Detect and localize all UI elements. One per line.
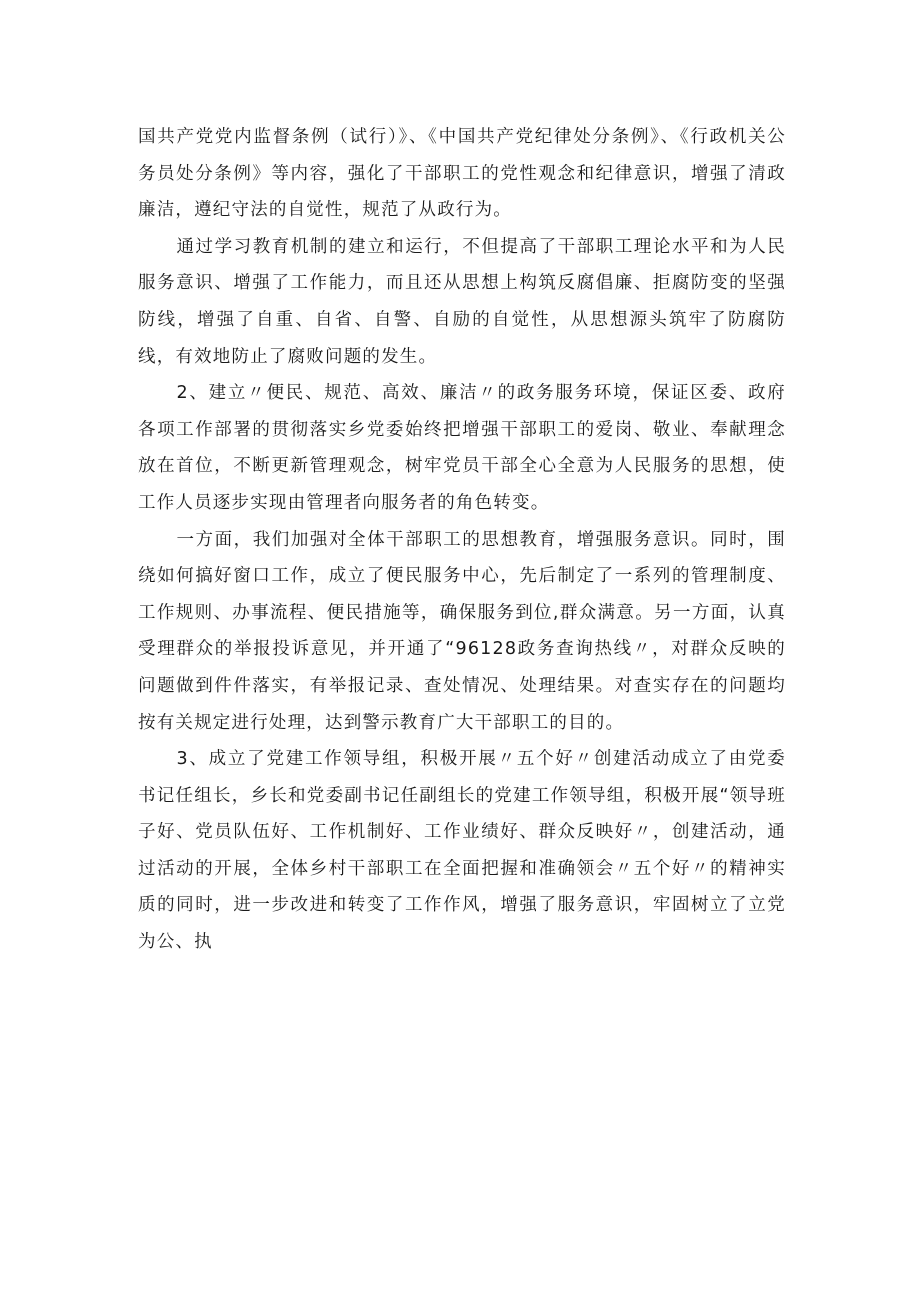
document-body xyxy=(138,119,786,961)
paragraph-4: 一方面，我们加强对全体干部职工的思想教育，增强服务意识。同时，围绕如何搞好窗口工作，成立了便民服务中心，先后制定了一系列的管理制度、工作规则、办事流程、便民措施等，确保服务到位,群众满意。另一方面，认真受理群众的举报投诉意见，并开通了“96128政务查询热线〃，对群众反映的问题做到件件落实，有举报记录、查处情况、处理结果。对查实存在的问题均按有关规定进行处理，达到警示教育广大干部职工的目的。 xyxy=(138,529,786,733)
paragraph-5: 3、成立了党建工作领导组，积极开展〃五个好〃创建活动成立了由党委书记任组长，乡长和党委副书记任副组长的党建工作领导组，积极开展“领导班子好、党员队伍好、工作机制好、工作业绩好、群众反映好〃，创建活动，通过活动的开展，全体乡村干部职工在全面把握和准确领会〃五个好〃的精神实质的同时，进一步改进和转变了工作作风，增强了服务意识，牢固树立了立党为公、执 xyxy=(138,749,786,953)
paragraph-2: 通过学习教育机制的建立和运行，不但提高了干部职工理论水平和为人民服务意识、增强了工作能力，而且还从思想上构筑反腐倡廉、拒腐防变的坚强防线，增强了自重、自省、自警、自励的自觉性，从思想源头筑牢了防腐防线，有效地防止了腐败问题的发生。 xyxy=(138,236,786,367)
paragraph-3: 2、建立〃便民、规范、高效、廉洁〃的政务服务环境，保证区委、政府各项工作部署的贯彻落实乡党委始终把增强干部职工的爱岗、敬业、奉献理念放在首位，不断更新管理观念，树牢党员干部全心全意为人民服务的思想，使工作人员逐步实现由管理者向服务者的角色转变。 xyxy=(138,383,786,513)
paragraph-1: 国共产党党内监督条例（试行）》、《中国共产党纪律处分条例》、《行政机关公务员处分条例》等内容，强化了干部职工的党性观念和纪律意识，增强了清政廉洁，遵纪守法的自觉性，规范了从政行为。 xyxy=(138,127,786,221)
